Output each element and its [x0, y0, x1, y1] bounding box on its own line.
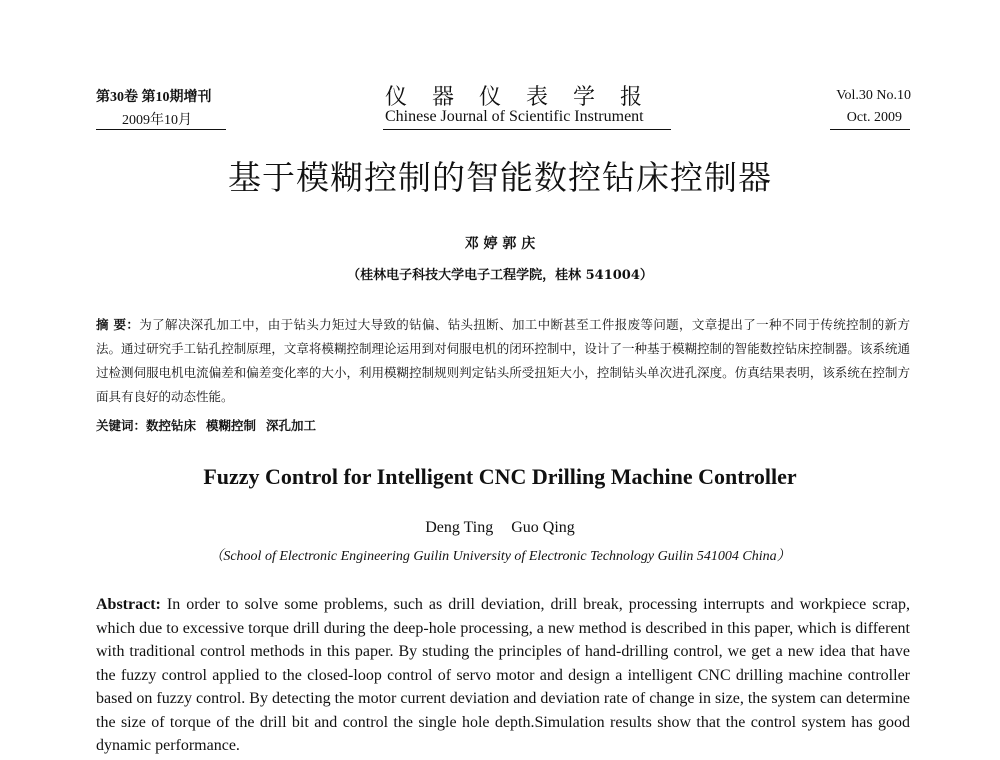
issue-date: 2009年10月 [122, 113, 192, 128]
keyword: 深孔加工 [266, 418, 317, 433]
paper-title-en: Fuzzy Control for Intelligent CNC Drilling Machine Controller [203, 464, 797, 489]
abstract-label-zh: 摘 要： [96, 317, 140, 332]
header-rule-right [830, 129, 910, 130]
author-name: Deng Ting [425, 519, 494, 536]
volume-issue-en: Vol.30 No.10 [836, 88, 911, 103]
authors-zh: 邓 婷 郭 庆 [464, 236, 536, 252]
paper-title-zh: 基于模糊控制的智能数控钻床控制器 [228, 158, 772, 197]
journal-name-en: Chinese Journal of Scientific Instrument [385, 108, 644, 125]
affiliation-zh: （桂林电子科技大学电子工程学院，桂林 541004） [347, 268, 653, 283]
abstract-label-en: Abstract: [96, 596, 161, 613]
journal-name-zh: 仪器仪表学报 [385, 85, 668, 110]
affiliation-en: （School of Electronic Engineering Guilin University of Electronic Technology Guilin 541004 China） [209, 549, 791, 564]
header-rule-center [383, 129, 671, 130]
author-name: Guo Qing [511, 519, 575, 536]
abstract-en [96, 593, 910, 758]
authors-en [0, 519, 1000, 537]
volume-issue: 第30卷 第10期增刊 [96, 90, 212, 105]
keyword: 数控钻床 [146, 418, 197, 433]
abstract-zh [96, 313, 910, 409]
abstract-text-zh: 为了解决深孔加工中，由于钻头力矩过大导致的钻偏、钻头扭断、加工中断甚至工件报废等问题，文章提出了一种不同于传统控制的新方法。通过研究手工钻孔控制原理，文章将模糊控制理论运用到对伺服电机的闭环控制中，设计了一种基于模糊控制的智能数控钻床控制器。该系统通过检测伺服电机电流偏差和偏差变化率的大小，利用模糊控制规则判定钻头所受扭矩大小，控制钻头单次进孔深度。仿真结果表明，该系统在控制方面具有良好的动态性能。 [96, 317, 910, 404]
keyword: 模糊控制 [206, 418, 257, 433]
issue-date-en: Oct. 2009 [846, 110, 902, 125]
header-rule-left [96, 129, 226, 130]
abstract-text-en: In order to solve some problems, such as drill deviation, drill break, processing interrupts and workpiece scrap, which due to excessive torque drill during the deep-hole processing, a new method is described in this paper, which is different with traditional control methods in this paper. By studing the principles of hand-drilling control, we get a new idea that have the fuzzy control applied to the closed-loop control of servo motor and design a intelligent CNC drilling machine controller based on fuzzy control. By detecting the motor current deviation and deviation rate of change in size, the system can determine the size of torque of the drill bit and control the single hole depth.Simulation results show that the control system has good dynamic performance. [96, 596, 911, 754]
keywords-label-zh: 关键词： [96, 418, 147, 433]
keywords-zh [96, 416, 910, 434]
